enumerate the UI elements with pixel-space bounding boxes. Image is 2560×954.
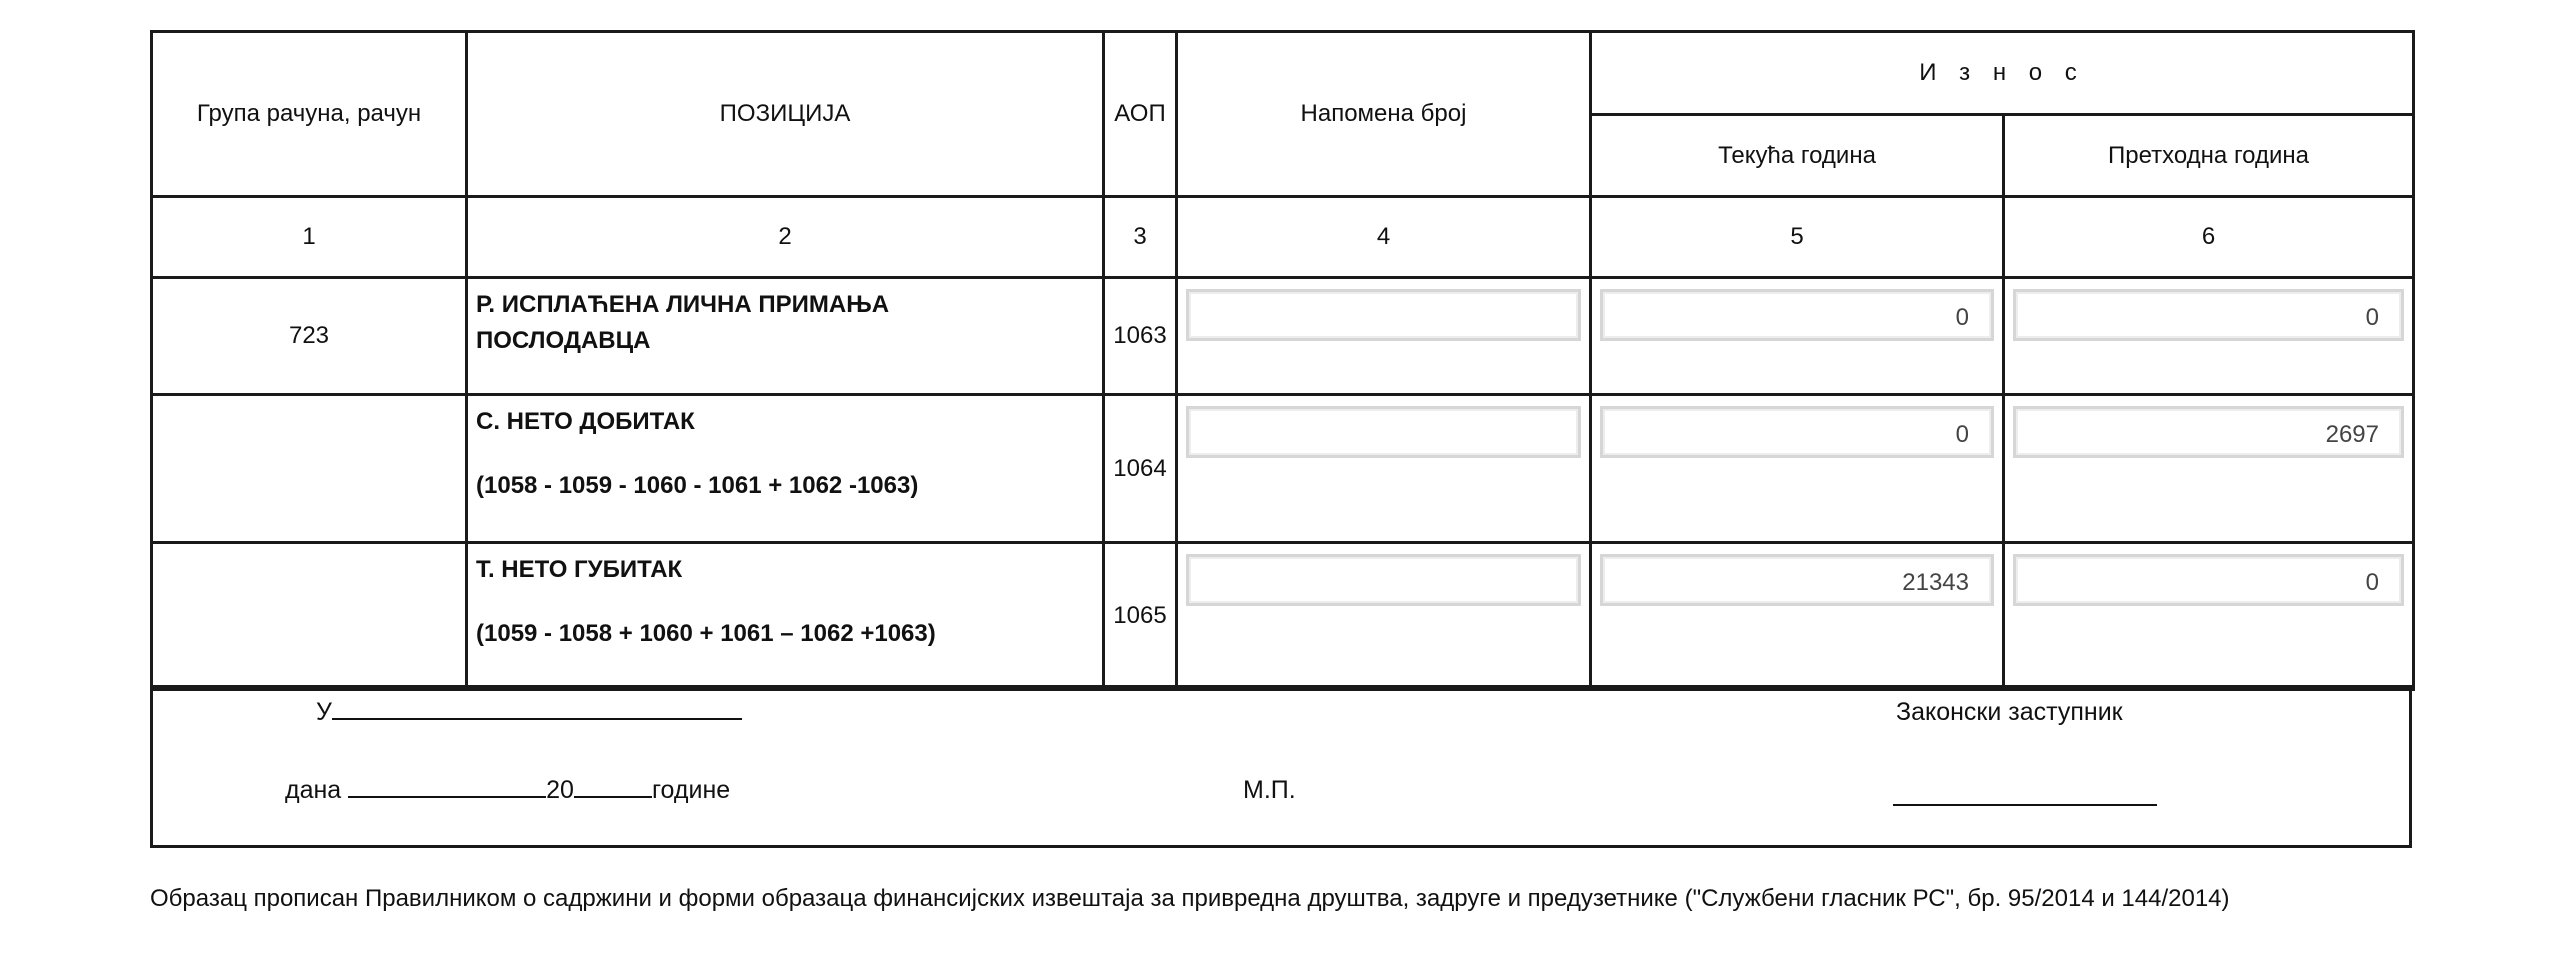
row-aop: 1065	[1104, 543, 1177, 690]
row-position-label: Т. НЕТО ГУБИТАК	[476, 556, 683, 583]
row-aop: 1064	[1104, 395, 1177, 543]
header-note-number: Напомена број	[1177, 32, 1591, 197]
header-position: ПОЗИЦИЈА	[467, 32, 1104, 197]
row-position-label: Р. ИСПЛАЋЕНА ЛИЧНА ПРИМАЊА ПОСЛОДАВЦА	[476, 291, 890, 354]
table-row	[152, 543, 2414, 690]
column-number-row	[152, 197, 2414, 278]
year-blank[interactable]	[574, 796, 652, 798]
row-previous-cell	[2004, 543, 2414, 690]
note-input[interactable]	[1186, 406, 1581, 458]
seal-label: М.П.	[1243, 776, 1296, 804]
place-label: У	[316, 698, 332, 726]
row-position-label: С. НЕТО ДОБИТАК	[476, 408, 695, 435]
row-position	[467, 278, 1104, 395]
year-label: 20	[546, 776, 574, 804]
legal-note: Образац прописан Правилником о садржини и форми образаца финансијских извештаја за привредна друштва, задруге и предузетнике ("Службени гласник РС", бр. 95/2014 и 144/2014)	[150, 885, 2230, 912]
row-current-cell	[1591, 543, 2004, 690]
date-label: дана	[285, 776, 342, 804]
header-group-account: Група рачуна, рачун	[152, 32, 467, 197]
signature-blank[interactable]	[1893, 776, 2157, 806]
table-row	[152, 278, 2414, 395]
row-current-cell	[1591, 278, 2004, 395]
previous-year-input[interactable]: 0	[2013, 289, 2404, 341]
current-year-input[interactable]: 0	[1600, 406, 1994, 458]
row-previous-cell	[2004, 278, 2414, 395]
place-blank[interactable]	[332, 718, 742, 720]
income-statement-table	[150, 30, 2415, 691]
current-year-input[interactable]: 0	[1600, 289, 1994, 341]
row-current-cell	[1591, 395, 2004, 543]
table-row	[152, 395, 2414, 543]
header-aop: АОП	[1104, 32, 1177, 197]
column-number: 1	[152, 197, 467, 278]
row-note-cell	[1177, 543, 1591, 690]
header-current-year: Текућа година	[1591, 115, 2004, 197]
previous-year-input[interactable]: 2697	[2013, 406, 2404, 458]
header-amount: И з н о с	[1591, 32, 2414, 115]
place-line	[316, 698, 742, 727]
row-note-cell	[1177, 395, 1591, 543]
row-formula: (1058 - 1059 - 1060 - 1061 + 1062 -1063)	[476, 472, 919, 499]
date-line	[285, 776, 730, 805]
row-previous-cell	[2004, 395, 2414, 543]
row-position	[467, 395, 1104, 543]
legal-representative-label: Законски заступник	[1896, 698, 2123, 726]
column-number: 5	[1591, 197, 2004, 278]
note-input[interactable]	[1186, 289, 1581, 341]
row-aop: 1063	[1104, 278, 1177, 395]
row-formula: (1059 - 1058 + 1060 + 1061 – 1062 +1063)	[476, 620, 936, 647]
column-number: 3	[1104, 197, 1177, 278]
note-input[interactable]	[1186, 554, 1581, 606]
signature-section	[150, 685, 2412, 848]
header-previous-year: Претходна година	[2004, 115, 2414, 197]
signature-line[interactable]	[1893, 776, 2157, 813]
row-position	[467, 543, 1104, 690]
column-number: 4	[1177, 197, 1591, 278]
column-number: 6	[2004, 197, 2414, 278]
row-group-account	[152, 543, 467, 690]
previous-year-input[interactable]: 0	[2013, 554, 2404, 606]
row-note-cell	[1177, 278, 1591, 395]
column-number: 2	[467, 197, 1104, 278]
year-suffix: године	[651, 776, 731, 804]
date-blank[interactable]	[348, 796, 546, 798]
row-group-account: 723	[152, 278, 467, 395]
current-year-input[interactable]: 21343	[1600, 554, 1994, 606]
row-group-account	[152, 395, 467, 543]
